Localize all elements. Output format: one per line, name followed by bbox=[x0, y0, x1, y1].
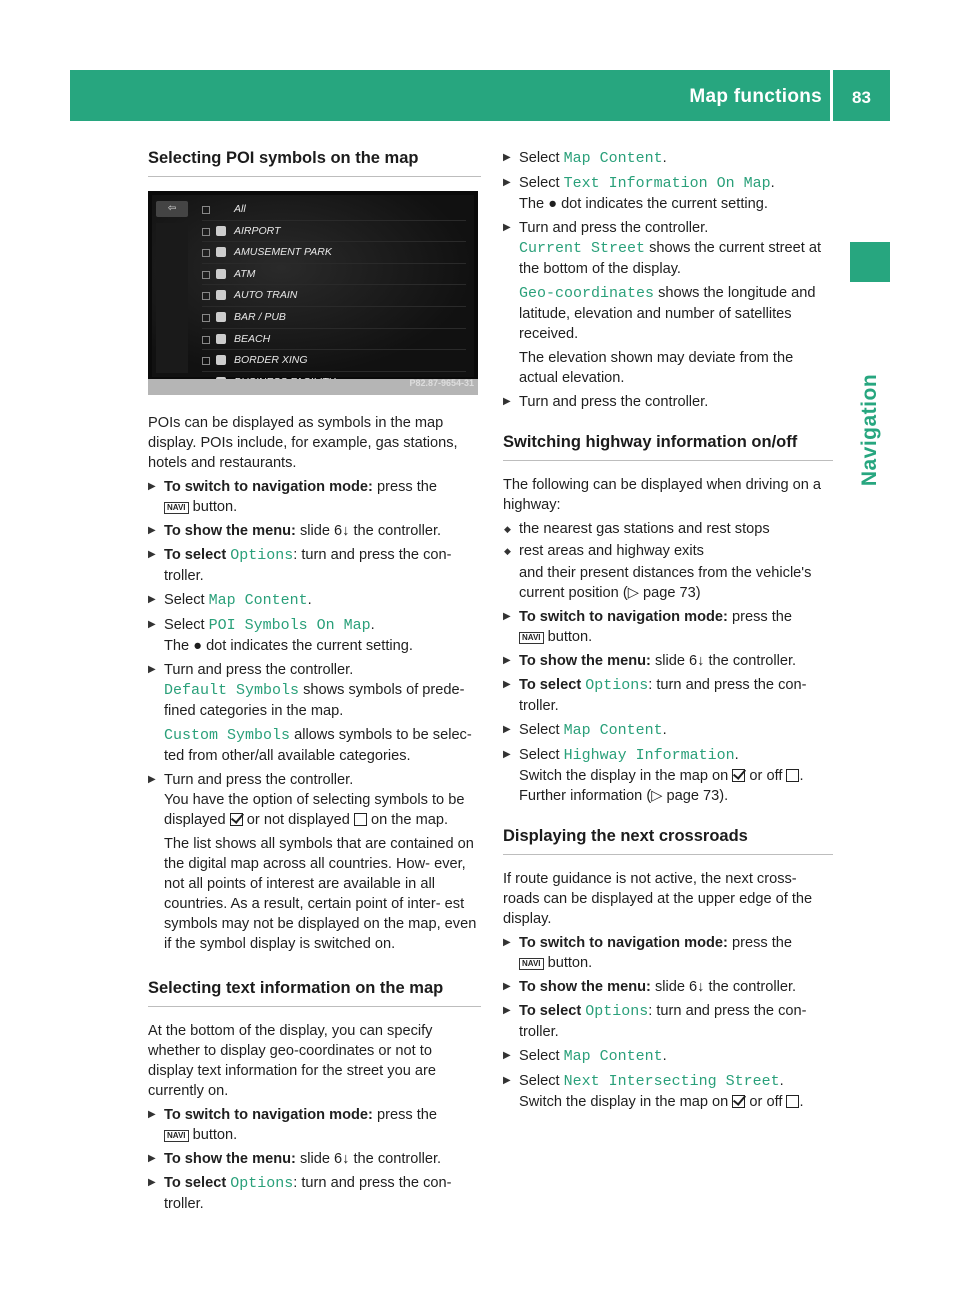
side-chapter-label: Navigation bbox=[858, 373, 881, 487]
airport-icon bbox=[216, 226, 226, 236]
step: ▶ Select Next Intersecting Street. Switch the display in the map on or off . bbox=[503, 1071, 836, 1112]
step: ▶ To show the menu: slide 6↓ the controller. bbox=[148, 1149, 481, 1169]
paragraph: POIs can be displayed as symbols in the map display. POIs include, for example, gas stations, hotels and restaurants. bbox=[148, 415, 458, 471]
list-item: AMUSEMENT PARK bbox=[202, 242, 466, 264]
list-item: AUTO TRAIN bbox=[202, 285, 466, 307]
checkbox-icon bbox=[202, 357, 210, 365]
paragraph: If route guidance is not active, the next cross- roads can be displayed at the upper edge of the display. bbox=[503, 871, 813, 927]
paragraph: The following can be displayed when driving on a highway: bbox=[503, 477, 822, 513]
step: ▶ To switch to navigation mode: press the NAVI button. bbox=[148, 477, 481, 517]
checked-box-icon bbox=[732, 1095, 745, 1108]
list-item: ◆ the nearest gas stations and rest stops bbox=[503, 519, 836, 539]
heading-highway-information: Switching highway information on/off bbox=[503, 432, 833, 461]
poi-category-list bbox=[202, 199, 466, 393]
image-code: P82.87-9654-31 bbox=[409, 378, 474, 388]
unchecked-box-icon bbox=[786, 769, 799, 782]
step: ▶ Select Map Content. bbox=[503, 148, 836, 169]
navi-button-icon: NAVI bbox=[164, 502, 189, 514]
auto-train-icon bbox=[216, 290, 226, 300]
paragraph: At the bottom of the display, you can specify whether to display geo-coordinates or not to display text information for the street you are currently on. bbox=[148, 1023, 436, 1099]
screenshot-display bbox=[152, 195, 474, 377]
page-number: 83 bbox=[852, 88, 871, 107]
list-item: ATM bbox=[202, 264, 466, 286]
step: ▶ Turn and press the controller. bbox=[503, 392, 836, 412]
navi-button-icon: NAVI bbox=[519, 958, 544, 970]
back-icon: ⇦ bbox=[156, 201, 188, 217]
step: ▶ To switch to navigation mode: press the NAVI button. bbox=[503, 933, 836, 973]
paragraph: The elevation shown may deviate from the actual elevation. bbox=[519, 350, 794, 386]
screenshot-poi-list bbox=[148, 191, 478, 395]
step: ▶ Select POI Symbols On Map. The ● dot indicates the current setting. bbox=[148, 615, 481, 656]
checkbox-icon bbox=[202, 314, 210, 322]
paragraph: and their present distances from the vehicle's current position (▷ page 73) bbox=[519, 565, 812, 601]
checkbox-icon bbox=[202, 271, 210, 279]
unchecked-box-icon bbox=[354, 813, 367, 826]
checkbox-icon bbox=[202, 228, 210, 236]
step: ▶ To select Options: turn and press the con- troller. bbox=[503, 1001, 836, 1042]
step: ▶ Select Highway Information. Switch the display in the map on or off . Further information (▷ page 73). bbox=[503, 745, 836, 806]
list-item: BAR / PUB bbox=[202, 307, 466, 329]
step: ▶ Select Map Content. bbox=[503, 1046, 836, 1067]
paragraph: The list shows all symbols that are contained on the digital map across all countries. How- ever, not all points of interest are available in all countries. As a result, certain point of inter- est symbols may not be displayed on the map, even if the symbol display is switched on. bbox=[164, 836, 477, 952]
step: ▶ To select Options: turn and press the con- troller. bbox=[148, 1173, 481, 1214]
atm-icon bbox=[216, 269, 226, 279]
unchecked-box-icon bbox=[786, 1095, 799, 1108]
list-item: BEACH bbox=[202, 329, 466, 351]
screenshot-sidebar bbox=[156, 223, 188, 373]
list-item: All bbox=[202, 199, 466, 221]
step: ▶ Turn and press the controller. Current Street shows the current street at the bottom of the display. bbox=[503, 218, 836, 279]
step: ▶ To switch to navigation mode: press the NAVI button. bbox=[503, 607, 836, 647]
step: ▶ To show the menu: slide 6↓ the controller. bbox=[503, 977, 836, 997]
checked-box-icon bbox=[230, 813, 243, 826]
navi-button-icon: NAVI bbox=[164, 1130, 189, 1142]
side-tab bbox=[850, 242, 890, 282]
bar-pub-icon bbox=[216, 312, 226, 322]
list-item: ◆ rest areas and highway exits bbox=[503, 541, 836, 561]
left-column bbox=[148, 148, 481, 1218]
amusement-park-icon bbox=[216, 247, 226, 257]
checked-box-icon bbox=[732, 769, 745, 782]
section-title: Map functions bbox=[689, 86, 822, 107]
list-item: AIRPORT bbox=[202, 221, 466, 243]
beach-icon bbox=[216, 334, 226, 344]
step: ▶ To switch to navigation mode: press the NAVI button. bbox=[148, 1105, 481, 1145]
heading-text-information: Selecting text information on the map bbox=[148, 978, 481, 1007]
paragraph: Custom Symbols allows symbols to be selec- ted from other/all available categories. bbox=[164, 727, 472, 764]
heading-next-crossroads: Displaying the next crossroads bbox=[503, 826, 833, 855]
right-column bbox=[503, 148, 836, 1116]
step: ▶ Select Map Content. bbox=[148, 590, 481, 611]
border-crossing-icon bbox=[216, 355, 226, 365]
list-item: BORDER XING bbox=[202, 350, 466, 372]
step: ▶ Select Map Content. bbox=[503, 720, 836, 741]
checkbox-icon bbox=[202, 336, 210, 344]
step: ▶ Select Text Information On Map. The ● dot indicates the current setting. bbox=[503, 173, 836, 214]
step: ▶ To show the menu: slide 6↓ the controller. bbox=[503, 651, 836, 671]
checkbox-icon bbox=[202, 292, 210, 300]
checkbox-icon bbox=[202, 206, 210, 214]
checkbox-icon bbox=[202, 249, 210, 257]
paragraph: Geo-coordinates shows the longitude and latitude, elevation and number of satellites received. bbox=[519, 285, 816, 342]
step: ▶ Turn and press the controller. Default Symbols shows symbols of prede- fined categories in the map. bbox=[148, 660, 481, 721]
step: ▶ Turn and press the controller. You have the option of selecting symbols to be displayed or not displayed on the map. bbox=[148, 770, 481, 830]
navi-button-icon: NAVI bbox=[519, 632, 544, 644]
step: ▶ To select Options: turn and press the con- troller. bbox=[503, 675, 836, 716]
step: ▶ To show the menu: slide 6↓ the controller. bbox=[148, 521, 481, 541]
heading-poi-symbols: Selecting POI symbols on the map bbox=[148, 148, 481, 177]
step: ▶ To select Options: turn and press the con- troller. bbox=[148, 545, 481, 586]
